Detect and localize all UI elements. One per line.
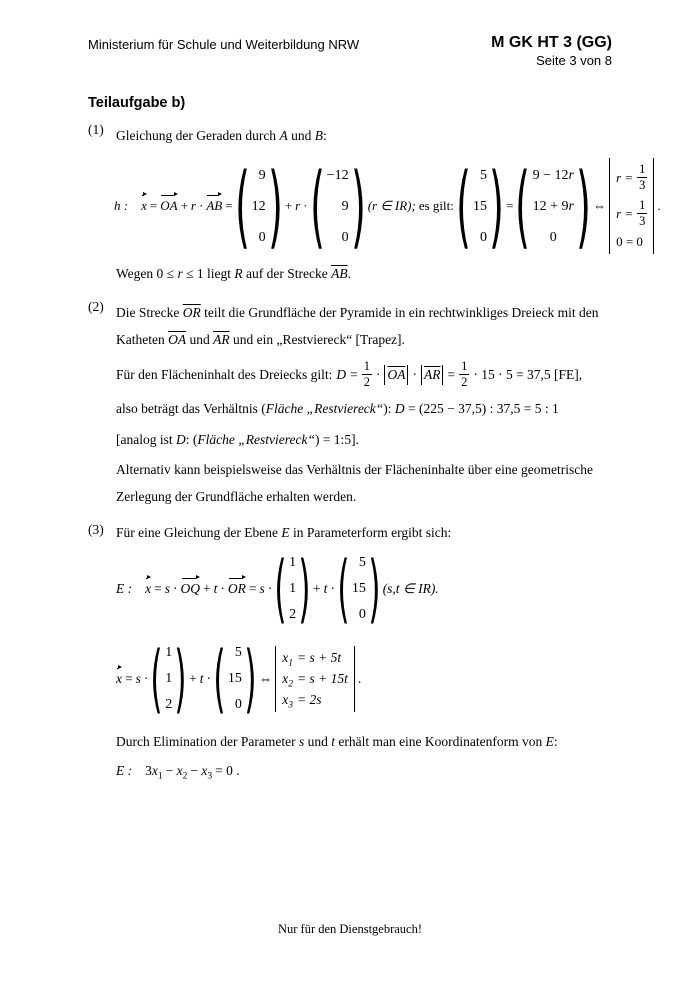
case-row [282,670,348,690]
var-D: D [176,432,186,448]
matrix-cell: 5 [480,167,487,183]
equals-sign: = [149,198,158,214]
matrix-cell [533,191,574,222]
vector-x: x [116,670,122,686]
matrix-cell: 5 [358,554,366,570]
italic-flaeche-restviereck: Fläche „Restviereck“ [265,401,384,417]
coordinate-system [275,646,355,712]
text: ) = 1:5]. [314,432,359,448]
var-x: x [282,670,289,686]
dot-operator: · [206,670,212,686]
matrix-cell: 15 [227,670,242,686]
right-paren-icon: ) [489,153,504,259]
matrix-cell: 5 [234,644,242,660]
matrix-cell [550,222,557,253]
fraction-one-half [459,359,469,390]
item-3-intro [116,522,612,544]
ratio-line [116,397,612,421]
denominator: 2 [461,375,468,390]
text: und ein „Restviereck“ [Trapez]. [229,332,405,348]
var-s: s [259,580,265,596]
case-row [282,649,348,669]
case-row [616,162,647,193]
equals-sign: = [125,670,133,686]
var-r: r [177,266,183,282]
elimination-note [116,728,612,756]
matrix-direction-AB [309,153,366,259]
var-r: r [568,167,574,183]
section-title: Teilaufgabe b) [88,95,186,112]
var-s: s [298,733,305,749]
minus-sign: − [165,763,177,779]
text: liegt [203,266,235,282]
solution-system [609,158,654,254]
matrix-cell: 12 [251,198,266,214]
var-E: E [545,733,554,749]
var-x: x [282,691,289,707]
matrix-cell: −12 [326,167,349,183]
text: Die Strecke [116,304,183,320]
left-paren-icon: ( [213,635,226,722]
segment-AB: $\overline{AB}$ [331,266,348,282]
vector-AB: AB [206,198,223,214]
dot-operator: · [412,366,417,382]
plus-sign: + [180,198,188,214]
text: auf der Strecke [242,266,332,282]
left-paren-icon: ( [337,545,350,632]
plus-sign: + [284,198,293,214]
dot-operator: · [143,670,149,686]
equals-sign: = [225,198,233,214]
text: Wegen [116,266,157,282]
case-rhs: = s + 5t [297,649,342,665]
var-x1 [282,649,294,669]
numerator: 1 [461,359,468,374]
denominator: 3 [639,178,646,193]
coefficient: 3 [145,763,152,779]
vector-x: x [145,580,152,596]
var-r-equals: r = [616,169,634,185]
period: . [347,266,351,282]
left-paren-icon: ( [150,635,163,722]
right-paren-icon: ) [267,153,283,259]
subscript: 1 [157,771,163,782]
text: : ( [185,432,198,448]
var-t: t [331,733,335,749]
var-r: r [295,198,301,214]
var-D: D [336,366,347,382]
item-1-note [116,260,612,288]
item-1-label: (1) [88,122,104,138]
var-t: t [213,580,218,596]
case-row [616,234,647,250]
case-rhs: = 2s [297,691,322,707]
matrix-cell: 1 [165,644,173,660]
right-paren-icon: ) [350,153,366,259]
var-r: r [190,198,196,214]
left-paren-icon: ( [515,153,531,259]
var-x: x [151,763,158,779]
plus-sign: + [189,670,197,686]
parameter-condition: (s,t ∈ IR). [382,580,439,596]
var-x3 [282,691,294,711]
text: Durch Elimination der Parameter [116,733,299,749]
var-E: E [281,525,290,541]
text: und [287,128,315,144]
dot-operator: · [198,198,204,214]
left-paren-icon: ( [274,545,287,632]
text: Für eine Gleichung der Ebene [116,525,282,541]
fraction [637,198,647,229]
var-s: s [135,670,141,686]
subscript: 1 [288,658,294,669]
text: also beträgt das Verhältnis ( [116,401,266,417]
period: . [357,670,362,686]
vector-OQ: OQ [180,580,201,596]
subscript: 2 [288,679,294,690]
equals-sign: = [350,366,358,382]
case-rhs: = s + 15t [297,670,348,686]
text: : [322,128,327,144]
dot-operator: · [303,198,308,214]
matrix-cell: 15 [473,198,487,214]
var-h: h : [114,198,129,214]
right-paren-icon: ) [576,153,591,259]
var-r: r [568,198,574,214]
matrix-OR [337,545,381,632]
text: 0 [549,229,557,245]
line-equation [114,153,661,259]
segment-AR: $\overline{AR}$ [213,332,230,348]
denominator: 3 [639,214,646,229]
segment-OR: $\overline{OR}$ [182,304,201,320]
ratio-result: = (225 − 37,5) : 37,5 = 5 : 1 [404,401,559,417]
var-A: A [279,128,288,144]
matrix-OR [213,635,257,722]
segment-OA: $\overline{OA}$ [387,366,406,382]
text: ≤ 1 [182,266,204,282]
matrix-cell: 9 [258,167,266,183]
text: 9 − 12 [532,167,569,183]
subscript: 3 [288,700,294,711]
matrix-cell: 2 [165,696,173,712]
subscript: 2 [182,771,188,782]
text: teilt die Grundfläche der Pyramide in ein rechtwinkliges Dreieck mit den Katheten [116,304,599,348]
subscript: 3 [207,771,213,782]
italic-flaeche-restviereck: Fläche „Restviereck“ [197,432,315,448]
parameter-condition: (r ∈ IR); [367,198,416,214]
matrix-cell: 1 [165,670,173,686]
abs-OA [384,365,408,385]
var-s: s [164,580,171,596]
text: und [304,733,332,749]
coordinate-form-equation [116,763,612,782]
case-row [282,691,348,711]
matrix-parametric [515,153,591,259]
plane-equation [116,545,612,632]
item-2-paragraph-1 [116,299,612,354]
plus-sign: + [313,580,321,596]
matrix-point-A [234,153,283,259]
footer-note: Nur für den Dienstgebrauch! [277,922,423,936]
header-right [491,34,612,68]
var-B: B [314,128,323,144]
text: Für den Flächeninhalt des Dreiecks gilt: [116,366,333,382]
text: ): [383,401,395,417]
var-t: t [323,580,328,596]
var-x2 [282,670,294,690]
item-1-body [114,122,661,287]
segment-AR: $\overline{AR}$ [423,366,441,382]
right-paren-icon: ) [298,545,311,632]
area-equation-line [116,359,612,390]
matrix-cell: 2 [289,606,297,622]
item-2-body [116,299,612,511]
var-R: R [234,266,243,282]
dot-operator: · [220,580,225,596]
denominator: 2 [363,375,370,390]
matrix-cell: 15 [351,580,366,596]
analog-line [116,428,612,452]
iff-arrow-icon: ⇔ [258,670,273,686]
page-number: Seite 3 von 8 [536,53,612,69]
coordinate-system-equation [116,635,612,722]
item-1 [88,122,661,287]
dot-operator: · [375,366,381,382]
text: 12 + 9 [532,198,569,214]
term-3 [190,763,213,782]
matrix-cell: 1 [289,580,297,596]
matrix-cell: 1 [289,554,297,570]
dot-operator: · [173,580,178,596]
numerator: 1 [363,359,370,374]
matrix-cell: 0 [234,696,242,712]
var-D: D [394,401,405,417]
iff-arrow-icon: ⇔ [593,198,607,214]
fraction-one-half [362,359,372,390]
equals-sign: = [447,366,456,382]
var-x: x [201,763,208,779]
matrix-OQ [150,635,187,722]
vector-OR: OR [227,580,246,596]
item-2 [88,299,612,511]
left-paren-icon: ( [309,153,325,259]
var-t: t [199,670,204,686]
vector-x: x [141,198,147,214]
var-r-equals: r = [616,205,634,221]
numerator: 1 [639,198,646,213]
text: : [553,733,558,749]
text: erhält man eine Koordinatenform von [334,733,546,749]
left-paren-icon: ( [456,153,471,259]
matrix-OQ [274,545,311,632]
item-3-body [116,522,612,782]
matrix-cell: 0 [480,229,487,245]
equals-sign: = [154,580,162,596]
abs-AR [421,365,444,385]
alternative-note: Alternativ kann beispielsweise das Verhältnis der Flächeninhalte über eine geometrische Zerlegung der Grundfläche erhalten werden. [116,461,593,505]
var-E: E : [116,763,133,779]
item-3 [88,522,612,782]
term-2 [165,763,188,782]
equals-sign: = [506,198,514,214]
segment-OA: $\overline{OA}$ [168,332,187,348]
text: in Parameterform ergibt sich: [289,525,452,541]
equals-sign: = [248,580,257,596]
fraction [637,162,647,193]
numerator: 1 [639,162,646,177]
var-x: x [282,649,289,665]
item-3-label: (3) [88,522,104,538]
text: Gleichung der Geraden durch [116,128,280,144]
text: [analog ist [116,432,176,448]
text: 0 ≤ [156,266,178,282]
right-paren-icon: ) [174,635,187,722]
item-2-label: (2) [88,298,104,314]
vector-OA: OA [160,198,178,214]
left-paren-icon: ( [234,153,250,259]
matrix-cell: 0 [258,229,266,245]
area-result: · 15 · 5 = 37,5 [FE], [473,366,583,382]
matrix-cell: 9 [341,198,349,214]
right-paren-icon: ) [368,545,381,632]
item-1-intro [116,122,612,150]
minus-sign: − [190,763,202,779]
case-row [616,198,647,229]
term-1 [145,763,163,782]
page-header [88,34,612,68]
doc-code: M GK HT 3 (GG) [491,34,612,51]
dot-operator: · [267,580,273,596]
var-x: x [176,763,183,779]
text-es-gilt: es gilt: [418,198,454,214]
rhs-zero: = 0 . [215,763,240,779]
identity-row: 0 = 0 [616,234,643,250]
right-paren-icon: ) [244,635,257,722]
matrix-cell: 0 [341,229,349,245]
matrix-cell [533,160,574,191]
plus-sign: + [203,580,211,596]
text: und [186,332,214,348]
period: . [657,198,661,214]
matrix-point-R [456,153,504,259]
ministry-name: Ministerium für Schule und Weiterbildung NRW [88,37,360,52]
dot-operator: · [330,580,335,596]
matrix-cell: 0 [358,606,366,622]
var-E: E : [116,580,133,596]
